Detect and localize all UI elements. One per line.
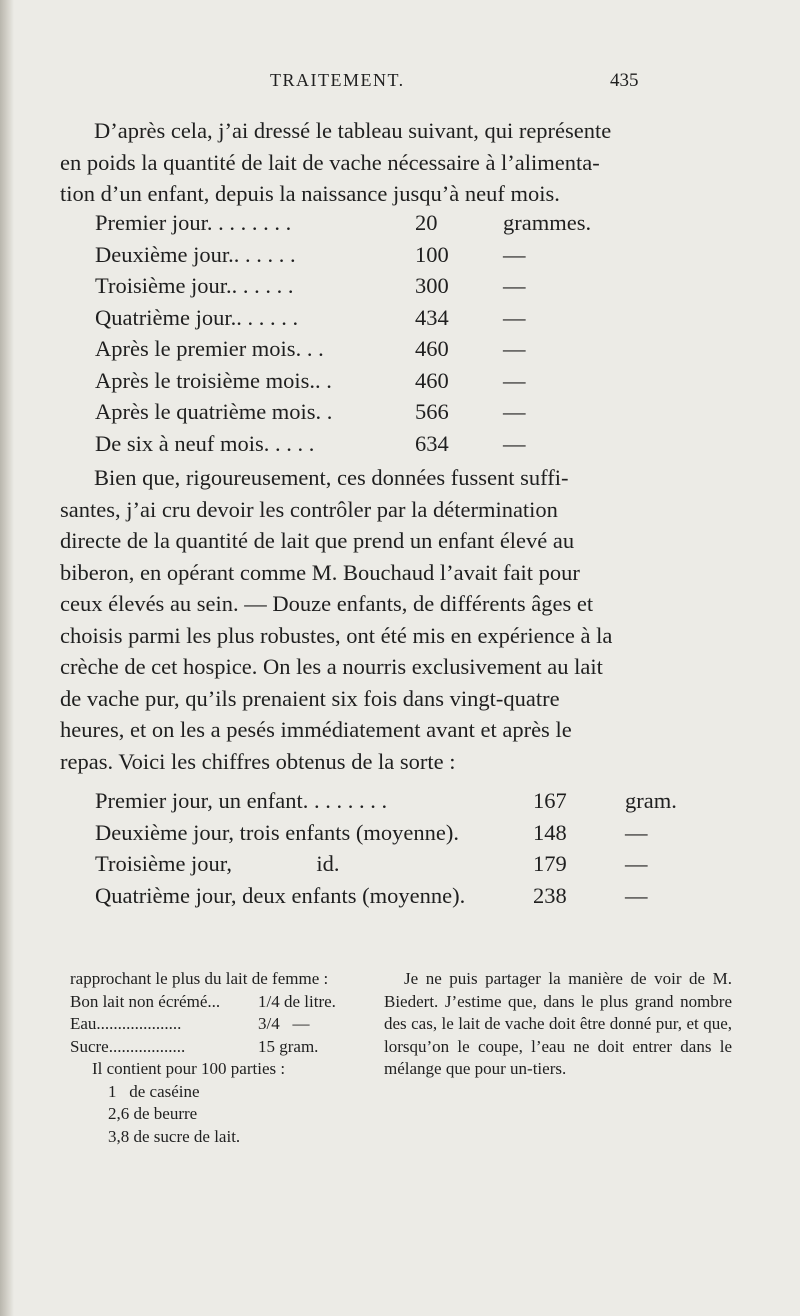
row-value: 634 xyxy=(415,430,449,456)
table-row xyxy=(95,399,655,431)
paragraph-line: choisis parmi les plus robustes, ont été mis en expérience à la xyxy=(60,622,613,648)
row-value: 167 xyxy=(533,788,567,813)
row-label: Deuxième jour, trois enfants (moyenne). xyxy=(95,819,459,845)
row-unit: — xyxy=(625,882,648,908)
paragraph-line: crèche de cet hospice. On les a nourris exclusivement au lait xyxy=(60,654,603,679)
footnote-text: Il contient pour 100 parties : xyxy=(92,1059,286,1078)
milk-quantity-table xyxy=(95,210,655,462)
paragraph-line: heures, et on les a pesés immédiatement avant et après le xyxy=(60,717,572,742)
paragraph-line: de vache pur, qu’ils prenaient six fois dans vingt-quatre xyxy=(60,685,560,711)
page-header xyxy=(0,70,800,100)
footnote-line xyxy=(70,1058,360,1081)
row-unit: — xyxy=(503,399,526,424)
table-row xyxy=(95,851,755,883)
row-value: 460 xyxy=(415,367,449,393)
row-label: Premier jour, un enfant. . . . . . . . xyxy=(95,788,388,813)
table-row xyxy=(95,368,655,400)
page-number: 435 xyxy=(610,70,639,91)
row-unit: — xyxy=(503,304,526,330)
table-row xyxy=(95,305,655,337)
row-value: 238 xyxy=(533,882,567,908)
paragraph-experiment xyxy=(60,462,760,777)
footnote-left xyxy=(70,968,360,1148)
row-label: Après le premier mois. . . xyxy=(95,336,324,361)
row-unit: grammes. xyxy=(503,210,592,235)
recipe-item: Sucre.................. xyxy=(70,1036,186,1056)
recipe-qty: 1/4 de litre. xyxy=(258,991,336,1011)
recipe-qty: 3/4 — xyxy=(258,1014,310,1033)
component-row xyxy=(70,1103,360,1126)
page-spine-shadow xyxy=(0,0,14,1316)
row-value: 100 xyxy=(415,241,449,267)
row-label: Quatrième jour, deux enfants (moyenne). xyxy=(95,882,466,908)
paragraph-line: biberon, en opérant comme M. Bouchaud l’avait fait pour xyxy=(60,559,580,585)
table-row xyxy=(95,820,755,852)
component: 1 de caséine xyxy=(108,1081,200,1101)
table-row xyxy=(95,788,755,820)
row-unit: — xyxy=(503,367,526,393)
row-label: Après le troisième mois.. . xyxy=(95,367,332,393)
row-value: 566 xyxy=(415,399,449,424)
running-title: TRAITEMENT. xyxy=(270,70,405,90)
row-value: 20 xyxy=(415,210,438,235)
row-label: Après le quatrième mois. . xyxy=(95,399,333,424)
paragraph-line: ceux élevés au sein. — Douze enfants, de différents âges et xyxy=(60,591,594,616)
paragraph-line: tion d’un enfant, depuis la naissance jusqu’à neuf mois. xyxy=(60,181,560,206)
paragraph-line: repas. Voici les chiffres obtenus de la sorte : xyxy=(60,748,456,774)
row-value: 434 xyxy=(415,304,449,330)
recipe-row xyxy=(70,1036,360,1059)
table-row xyxy=(95,883,755,915)
footnote-line xyxy=(70,968,360,991)
row-value: 179 xyxy=(533,851,567,876)
row-unit: — xyxy=(503,336,526,361)
row-value: 300 xyxy=(415,273,449,298)
recipe-row xyxy=(70,991,360,1014)
row-unit: gram. xyxy=(625,788,677,813)
table-row xyxy=(95,210,655,242)
recipe-item: Eau.................... xyxy=(70,1014,182,1033)
paragraph-line: santes, j’ai cru devoir les contrôler par la détermination xyxy=(60,496,558,522)
footnote-text: Je ne puis partager la manière de voir de M. Biedert. J’estime que, dans le plus grand nombre des cas, le lait de vache doit être donné pur, et que, lorsqu’on le coupe, l’eau ne doit entrer dans le mélange que pour un-tiers. xyxy=(384,969,732,1078)
table-row xyxy=(95,242,655,274)
row-label: Premier jour. . . . . . . . xyxy=(95,210,292,235)
row-label: Quatrième jour.. . . . . . xyxy=(95,304,299,330)
component-row xyxy=(70,1081,360,1104)
component: 3,8 de sucre de lait. xyxy=(108,1126,241,1146)
component-row xyxy=(70,1126,360,1149)
row-unit: — xyxy=(625,819,648,845)
row-value: 460 xyxy=(415,336,449,361)
measured-intake-table xyxy=(95,788,755,914)
table-row xyxy=(95,431,655,463)
row-label: Deuxième jour.. . . . . . xyxy=(95,241,296,267)
recipe-row xyxy=(70,1013,360,1036)
footnote-right xyxy=(384,968,732,1081)
paragraph-line: D’après cela, j’ai dressé le tableau suivant, qui représente xyxy=(94,118,612,143)
component: 2,6 de beurre xyxy=(108,1104,198,1123)
recipe-qty: 15 gram. xyxy=(258,1036,319,1056)
footnote-text: rapprochant le plus du lait de femme : xyxy=(70,969,329,988)
row-label: Troisième jour, id. xyxy=(95,851,340,876)
paragraph-intro xyxy=(60,115,760,210)
row-label: De six à neuf mois. . . . . xyxy=(95,430,315,456)
table-row xyxy=(95,336,655,368)
paragraph-line: Bien que, rigoureusement, ces données fussent suffi- xyxy=(94,465,569,490)
paragraph-line: directe de la quantité de lait que prend un enfant élevé au xyxy=(60,528,575,553)
row-unit: — xyxy=(625,851,648,876)
row-label: Troisième jour.. . . . . . xyxy=(95,273,294,298)
row-value: 148 xyxy=(533,819,567,845)
row-unit: — xyxy=(503,273,526,298)
row-unit: — xyxy=(503,241,526,267)
recipe-item: Bon lait non écrémé... xyxy=(70,991,221,1011)
paragraph-line: en poids la quantité de lait de vache nécessaire à l’alimenta- xyxy=(60,149,600,175)
table-row xyxy=(95,273,655,305)
row-unit: — xyxy=(503,430,526,456)
